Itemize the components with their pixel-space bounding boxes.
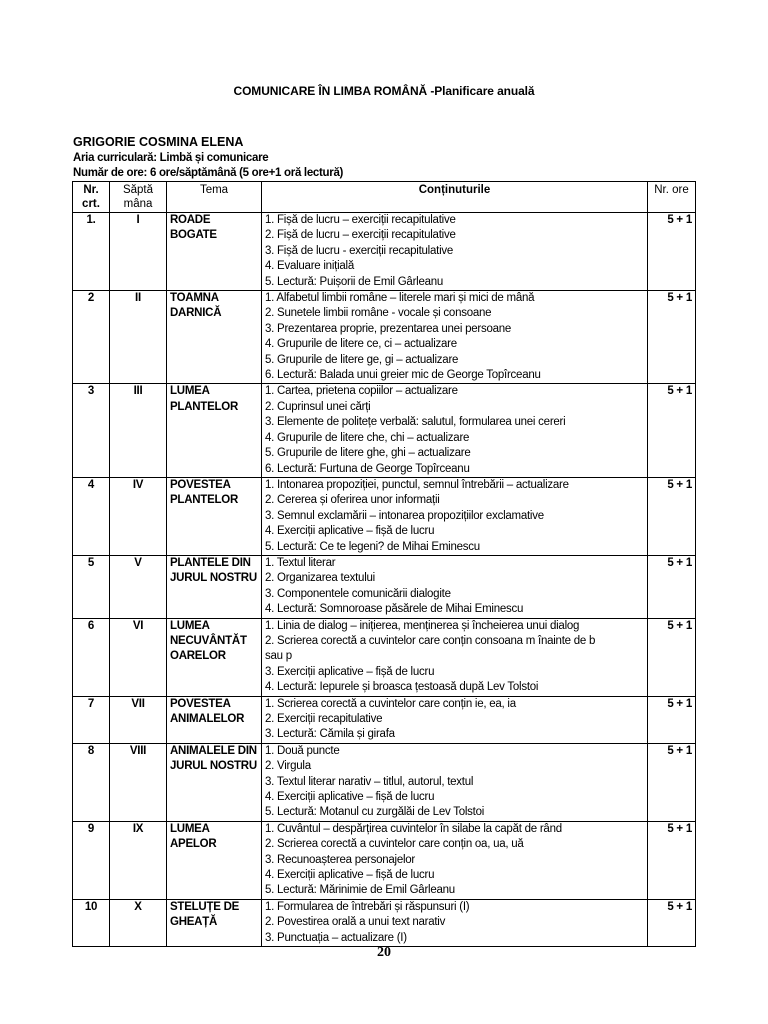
content-item: 4. Evaluare inițială	[265, 260, 354, 273]
content-item: 3. Prezentarea proprie, prezentarea unei persoane	[265, 322, 512, 335]
row-number: 7	[73, 696, 110, 743]
table-row	[73, 618, 696, 696]
content-item: 2. Organizarea textului	[265, 572, 375, 585]
content-item: 4. Lectură: Iepurele și broasca țestoasă după Lev Tolstoi	[265, 681, 539, 694]
content-item: 1. Două puncte	[265, 744, 340, 757]
content-item: 2. Sunetele limbii române - vocale și consoane	[265, 307, 492, 320]
content-item: 4. Exerciții aplicative – fișă de lucru	[265, 869, 435, 882]
row-theme: TOAMNA DARNICĂ	[167, 291, 262, 384]
content-item: 2. Exerciții recapitulative	[265, 713, 383, 725]
row-hours: 5 + 1	[648, 477, 696, 555]
row-week: V	[110, 555, 167, 618]
row-week: I	[110, 213, 167, 291]
row-hours: 5 + 1	[648, 821, 696, 899]
content-item: 5. Lectură: Puișorii de Emil Gârleanu	[265, 275, 444, 288]
content-item: 2. Fișă de lucru – exerciții recapitulative	[265, 229, 456, 242]
row-content	[262, 555, 648, 618]
content-item: 1. Cartea, prietena copiilor – actualizare	[265, 385, 458, 398]
row-week: III	[110, 384, 167, 477]
content-item: 4. Lectură: Somnoroase păsărele de Mihai Eminescu	[265, 603, 524, 616]
content-item: 6. Lectură: Balada unui greier mic de George Topîrceanu	[265, 369, 541, 382]
content-item: 2. Virgula	[265, 760, 311, 773]
table-row	[73, 477, 696, 555]
row-theme: LUMEA PLANTELOR	[167, 384, 262, 477]
content-item: 5. Lectură: Mărinimie de Emil Gârleanu	[265, 884, 455, 897]
row-week: IX	[110, 821, 167, 899]
content-item: 1. Textul literar	[265, 556, 336, 569]
content-item: 5. Grupurile de litere ge, gi – actualizare	[265, 353, 459, 366]
row-theme: LUMEA NECUVÂNTĂT OARELOR	[167, 618, 262, 696]
row-content	[262, 821, 648, 899]
row-hours: 5 + 1	[648, 555, 696, 618]
content-item: 3. Textul literar narativ – titlul, autorul, textul	[265, 775, 474, 788]
content-item: 1. Alfabetul limbii române – literele mari și mici de mână	[265, 292, 535, 305]
content-item: 3. Fișă de lucru - exerciții recapitulative	[265, 244, 454, 257]
content-item: 3. Recunoașterea personajelor	[265, 853, 416, 866]
row-week: VII	[110, 696, 167, 743]
teacher-name: GRIGORIE COSMINA ELENA	[73, 135, 244, 149]
row-content	[262, 696, 648, 743]
row-content	[262, 384, 648, 477]
content-item: 5. Lectură: Ce te legeni? de Mihai Eminescu	[265, 540, 480, 553]
content-item: 4. Grupurile de litere che, chi – actualizare	[265, 431, 470, 444]
table-row	[73, 696, 696, 743]
page-number: 20	[377, 945, 391, 960]
content-item: 5. Lectură: Motanul cu zurgălăi de Lev Tolstoi	[265, 806, 485, 819]
row-theme: ANIMALELE DIN JURUL NOSTRU	[167, 743, 262, 821]
row-theme: ROADE BOGATE	[167, 213, 262, 291]
content-item: 2. Scrierea corectă a cuvintelor care conțin consoana m înainte de b	[265, 634, 596, 647]
table-row	[73, 213, 696, 291]
content-item: 3. Exerciții aplicative – fișă de lucru	[265, 665, 435, 678]
content-item: 1. Cuvântul – despărțirea cuvintelor în silabe la capăt de rând	[265, 822, 562, 835]
row-week: IV	[110, 477, 167, 555]
content-item: 2. Cererea și oferirea unor informații	[265, 494, 440, 507]
row-week: X	[110, 899, 167, 946]
row-content	[262, 291, 648, 384]
row-number: 5	[73, 555, 110, 618]
content-item: 1. Linia de dialog – inițierea, menținerea și încheierea unui dialog	[265, 619, 580, 632]
row-theme: STELUȚE DE GHEAȚĂ	[167, 899, 262, 946]
row-number: 3	[73, 384, 110, 477]
content-item: 1. Formularea de întrebări și răspunsuri (I)	[265, 900, 470, 913]
content-item: 2. Povestirea orală a unui text narativ	[265, 916, 446, 929]
content-item: 5. Grupurile de litere ghe, ghi – actualizare	[265, 447, 471, 460]
row-hours: 5 + 1	[648, 743, 696, 821]
content-item: sau p	[265, 650, 292, 663]
header-nr: Nr. crt.	[73, 182, 110, 213]
row-hours: 5 + 1	[648, 213, 696, 291]
header-hours: Nr. ore	[648, 182, 696, 213]
page-title: COMUNICARE ÎN LIMBA ROMÂNĂ -Planificare anuală	[233, 84, 535, 98]
table-row	[73, 291, 696, 384]
row-hours: 5 + 1	[648, 696, 696, 743]
row-theme: LUMEA APELOR	[167, 821, 262, 899]
row-hours: 5 + 1	[648, 384, 696, 477]
row-theme: POVESTEA ANIMALELOR	[167, 696, 262, 743]
row-number: 8	[73, 743, 110, 821]
table-row	[73, 899, 696, 946]
row-number: 10	[73, 899, 110, 946]
row-theme: POVESTEA PLANTELOR	[167, 477, 262, 555]
row-number: 4	[73, 477, 110, 555]
row-week: II	[110, 291, 167, 384]
content-item: 1. Fișă de lucru – exerciții recapitulative	[265, 214, 456, 226]
row-hours: 5 + 1	[648, 899, 696, 946]
table-header-row	[73, 182, 696, 213]
content-item: 1. Scrierea corectă a cuvintelor care conțin ie, ea, ia	[265, 697, 516, 710]
row-content	[262, 477, 648, 555]
content-item: 3. Componentele comunicării dialogite	[265, 587, 451, 600]
row-week: VI	[110, 618, 167, 696]
content-item: 3. Elemente de politețe verbală: salutul, formularea unei cereri	[265, 416, 566, 429]
row-number: 9	[73, 821, 110, 899]
content-item: 3. Semnul exclamării – intonarea propozițiilor exclamative	[265, 509, 544, 522]
table-row	[73, 555, 696, 618]
row-content	[262, 743, 648, 821]
planning-table	[72, 181, 696, 947]
content-item: 2. Scrierea corectă a cuvintelor care conțin oa, ua, uă	[265, 838, 524, 851]
content-item: 1. Intonarea propoziției, punctul, semnul întrebării – actualizare	[265, 478, 569, 491]
row-week: VIII	[110, 743, 167, 821]
content-item: 4. Exerciții aplicative – fișă de lucru	[265, 791, 435, 804]
curricular-area: Aria curriculară: Limbă și comunicare	[73, 152, 269, 164]
content-item: 4. Grupurile de litere ce, ci – actualizare	[265, 338, 457, 351]
header-week: Săptă mâna	[110, 182, 167, 213]
row-content	[262, 899, 648, 946]
row-content	[262, 618, 648, 696]
table-row	[73, 384, 696, 477]
content-item: 3. Punctuația – actualizare (I)	[265, 931, 407, 944]
table-row	[73, 821, 696, 899]
content-item: 3. Lectură: Cămila și girafa	[265, 728, 395, 741]
header-content: Conținuturile	[262, 182, 648, 213]
table-body	[73, 213, 696, 947]
row-theme: PLANTELE DIN JURUL NOSTRU	[167, 555, 262, 618]
row-hours: 5 + 1	[648, 291, 696, 384]
row-number: 1.	[73, 213, 110, 291]
row-hours: 5 + 1	[648, 618, 696, 696]
content-item: 6. Lectură: Furtuna de George Topîrceanu	[265, 462, 470, 475]
content-item: 4. Exerciții aplicative – fișă de lucru	[265, 525, 435, 538]
table-row	[73, 743, 696, 821]
row-number: 2	[73, 291, 110, 384]
header-theme: Tema	[167, 182, 262, 213]
hours-per-week: Număr de ore: 6 ore/săptămână (5 ore+1 oră lectură)	[73, 167, 344, 179]
row-content	[262, 213, 648, 291]
content-item: 2. Cuprinsul unei cărți	[265, 400, 371, 413]
row-number: 6	[73, 618, 110, 696]
